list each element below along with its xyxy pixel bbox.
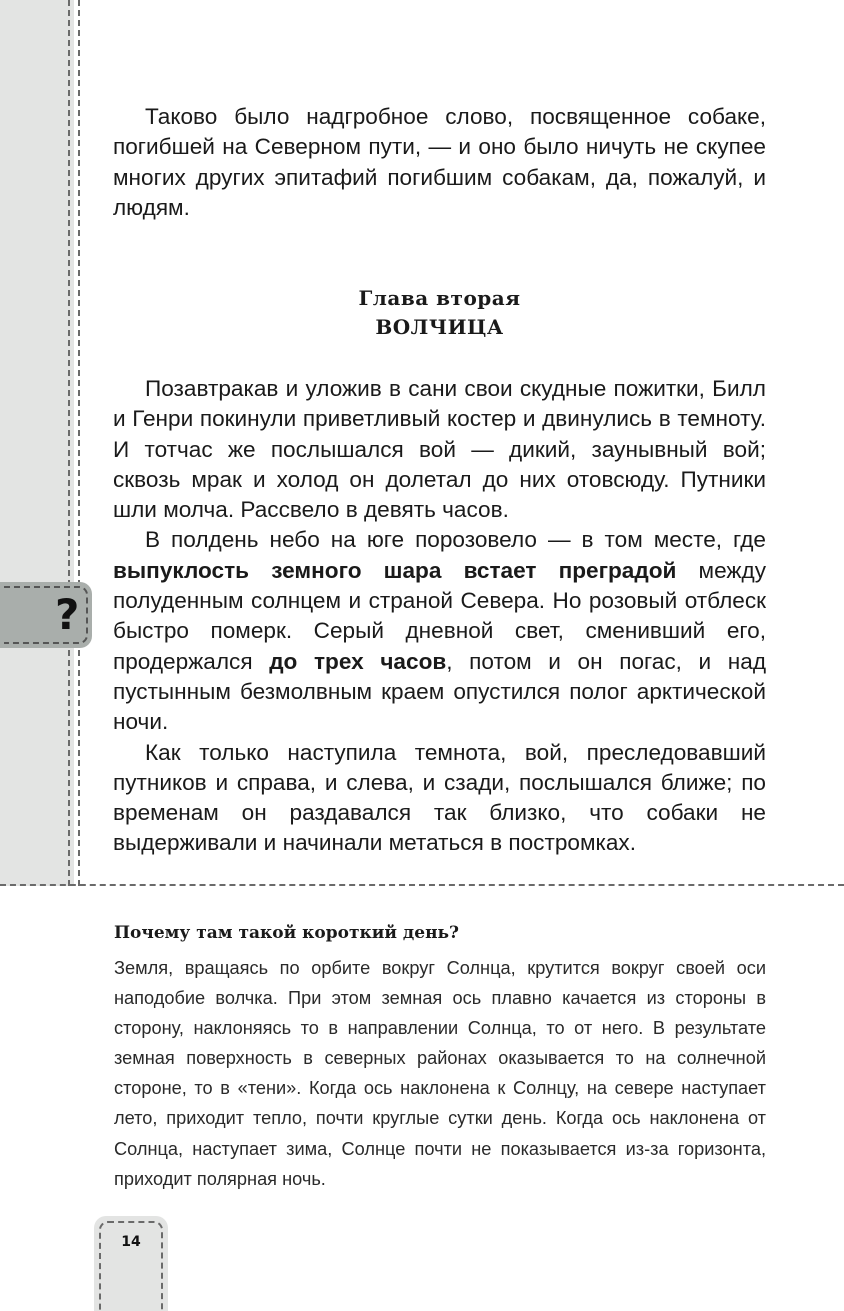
p2-bold-2: до трех часов — [269, 648, 447, 674]
body-paragraph-2 — [113, 525, 766, 737]
margin-strip — [0, 0, 74, 886]
page-number-tab — [94, 1216, 168, 1311]
margin-dashed-line-inner — [78, 0, 80, 886]
p2-text-b: между полуденным солнцем и страной Севера. Но розовый отблеск быстро померк. Серый дневной свет, сменивший его, продержался — [113, 557, 767, 674]
body-paragraph-1: Позавтракав и уложив в сани свои скудные пожитки, Билл и Генри покинули приветливый костер и двинулись в темноту. И тотчас же послышался вой — дикий, заунывный вой; сквозь мрак и холод он долетал до них отовсюду. Путники шли молча. Рассвело в девять часов. — [113, 376, 766, 523]
section-divider — [0, 884, 844, 886]
p2-bold-1: выпуклость земного шара встает преградой — [113, 557, 677, 583]
sidebar-text: Земля, вращаясь по орбите вокруг Солнца, крутится вокруг своей оси наподобие волчка. При этом земная ось плавно качается из стороны в сторону, наклоняясь то в направлении Солнца, то от него. В результате земная поверхность в северных районах оказывается то на солнечной стороне, то в «тени». Когда ось наклонена к Солнцу, на севере наступает лето, приходит тепло, почти круглые сутки день. Когда ось наклонена от Солнца, наступает зима, Солнце почти не показывается из-за горизонта, приходит полярная ночь. — [114, 958, 766, 1189]
question-mark-icon: ? — [55, 590, 80, 639]
intro-text — [113, 102, 766, 223]
chapter-number: Глава вторая — [358, 286, 521, 310]
body-paragraph-3: Как только наступила темнота, вой, преследовавший путников и справа, и слева, и сзади, послышался ближе; по временам он раздавался так близко, что собаки не выдерживали и начинали метаться в постромках. — [113, 739, 766, 856]
p2-text-a: В полдень небо на юге порозовело — в том месте, где — [145, 527, 766, 553]
chapter-title: ВОЛЧИЦА — [375, 315, 504, 339]
intro-paragraph: Таково было надгробное слово, посвященное собаке, погибшей на Северном пути, — и оно было ничуть не скупее многих других эпитафий погибшим собакам, да, пожалуй, и людям. — [113, 104, 766, 220]
chapter-body — [113, 374, 766, 859]
chapter-heading — [113, 284, 766, 342]
sidebar-title: Почему там такой короткий день? — [114, 923, 460, 943]
page-number: 14 — [121, 1234, 141, 1250]
margin-dashed-line-outer — [68, 0, 70, 886]
question-tab — [0, 582, 92, 648]
p2-text-c: , потом и он погас, и над пустынным безмолвным краем опустился полог арктической ночи. — [113, 648, 767, 735]
